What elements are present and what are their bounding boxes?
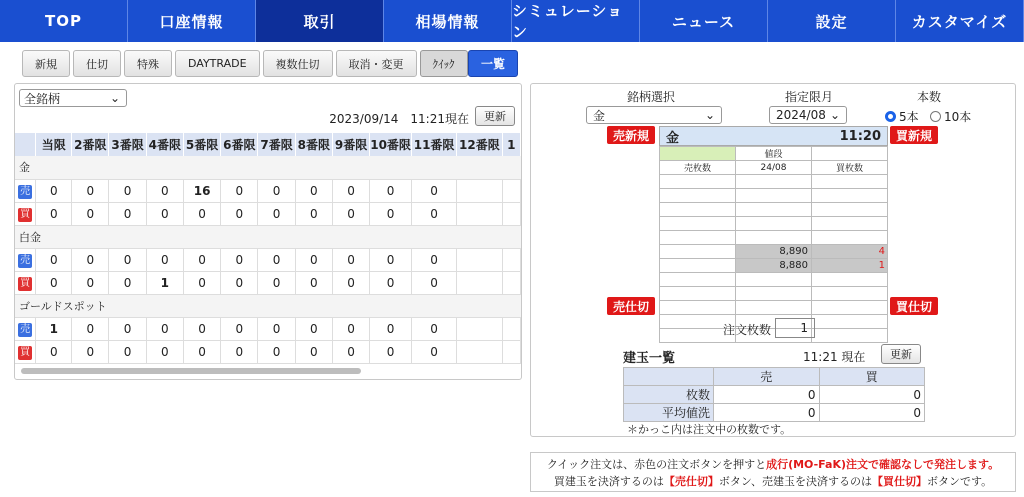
- board-sell-qty[interactable]: [660, 259, 736, 273]
- nav-item[interactable]: カスタマイズ: [896, 0, 1024, 42]
- nav-item[interactable]: シミュレーション: [512, 0, 640, 42]
- grid-cell[interactable]: 0: [411, 340, 456, 363]
- grid-header: 12番限: [457, 133, 502, 156]
- position-timestamp: 11:21 現在: [803, 350, 866, 364]
- board-price: [736, 287, 812, 301]
- symbol-select-value: 金: [593, 108, 606, 123]
- nav-item[interactable]: ニュース: [640, 0, 768, 42]
- grid-cell[interactable]: 0: [72, 179, 109, 202]
- board-buy-qty[interactable]: [812, 217, 888, 231]
- grid-corner: [15, 133, 36, 156]
- grid-header: 当限: [36, 133, 72, 156]
- board-col-month: 24/08: [736, 161, 812, 175]
- horizontal-scrollbar[interactable]: [21, 368, 361, 374]
- order-board: [659, 126, 888, 343]
- grid-group-row: [15, 294, 521, 317]
- radio-unselected-icon: [930, 111, 941, 122]
- grid-cell[interactable]: 0: [146, 179, 183, 202]
- board-sell-qty[interactable]: [660, 231, 736, 245]
- info-text: ボタン、売建玉を決済するのは: [718, 475, 872, 488]
- board-time: 11:20: [839, 128, 881, 144]
- chevron-down-icon: ⌄: [829, 108, 840, 122]
- board-row: [660, 273, 888, 287]
- board-buy-qty[interactable]: [812, 301, 888, 315]
- grid-cell[interactable]: 0: [295, 271, 332, 294]
- board-sell-qty[interactable]: [660, 287, 736, 301]
- grid-cell: [502, 271, 520, 294]
- grid-header: 8番限: [295, 133, 332, 156]
- grid-cell[interactable]: 0: [72, 271, 109, 294]
- nav-item[interactable]: 相場情報: [384, 0, 512, 42]
- grid-cell: [502, 340, 520, 363]
- grid-timestamp: 2023/09/14 11:21現在: [329, 112, 469, 126]
- grid-row: [15, 340, 521, 363]
- info-highlight: 成行(MO-FaK)注文で確認なしで発注します。: [766, 458, 1000, 471]
- sub-tab[interactable]: 取消・変更: [336, 50, 417, 77]
- grid-cell[interactable]: 0: [258, 271, 295, 294]
- pos-row-count: 枚数: [624, 386, 714, 404]
- grid-cell[interactable]: 16: [183, 179, 220, 202]
- sell-new-button[interactable]: 売新規: [607, 126, 655, 144]
- board-sell-qty[interactable]: [660, 273, 736, 287]
- grid-group-name: 金: [15, 156, 521, 179]
- grid-group-row: [15, 225, 521, 248]
- grid-cell[interactable]: 0: [36, 179, 72, 202]
- grid-cell[interactable]: 0: [332, 317, 369, 340]
- board-row: [660, 329, 888, 343]
- grid-cell[interactable]: 0: [221, 179, 258, 202]
- buy-new-button[interactable]: 買新規: [890, 126, 938, 144]
- sell-tag: 売: [20, 323, 31, 335]
- board-col-sell-qty: 売枚数: [660, 161, 736, 175]
- grid-cell: [457, 248, 502, 271]
- sub-tab[interactable]: DAYTRADE: [175, 50, 260, 77]
- grid-side-cell: [15, 248, 36, 271]
- board-row: [660, 231, 888, 245]
- info-text: 買建玉を決済するのは: [553, 475, 664, 488]
- grid-cell[interactable]: 0: [411, 248, 456, 271]
- info-line-1: [531, 456, 1015, 473]
- board-spacer: [812, 147, 888, 161]
- info-highlight: 【売仕切】: [663, 475, 719, 488]
- grid-cell[interactable]: 0: [221, 202, 258, 225]
- board-buy-qty[interactable]: [812, 189, 888, 203]
- board-buy-qty[interactable]: [812, 315, 888, 329]
- buy-tag: 買: [20, 277, 31, 289]
- grid-group-name: ゴールドスポット: [15, 294, 521, 317]
- grid-side-cell: [15, 179, 36, 202]
- order-qty-input[interactable]: 1: [775, 318, 815, 338]
- board-row: [660, 315, 888, 329]
- grid-cell[interactable]: 0: [370, 179, 412, 202]
- grid-cell[interactable]: 0: [109, 179, 146, 202]
- grid-cell[interactable]: 0: [109, 248, 146, 271]
- board-header: [659, 126, 888, 146]
- board-row: [660, 245, 888, 259]
- grid-side-cell: [15, 317, 36, 340]
- grid-cell[interactable]: 0: [146, 340, 183, 363]
- board-table: [659, 146, 888, 343]
- grid-header: 7番限: [258, 133, 295, 156]
- month-select-value: 2024/08: [776, 108, 826, 122]
- symbol-label: 銘柄選択: [627, 90, 676, 104]
- board-sell-qty[interactable]: [660, 301, 736, 315]
- grid-header: 10番限: [370, 133, 412, 156]
- board-price: 8,890: [736, 245, 812, 259]
- grid-cell[interactable]: 0: [109, 202, 146, 225]
- grid-cell[interactable]: 0: [109, 317, 146, 340]
- grid-cell[interactable]: 0: [258, 317, 295, 340]
- grid-cell[interactable]: 0: [370, 202, 412, 225]
- board-buy-qty[interactable]: 1: [812, 259, 888, 273]
- grid-cell[interactable]: 0: [109, 340, 146, 363]
- grid-row: [15, 317, 521, 340]
- board-row: [660, 259, 888, 273]
- info-highlight: 【買仕切】: [872, 475, 927, 488]
- nav-item[interactable]: TOP: [0, 0, 128, 42]
- grid-cell[interactable]: 0: [183, 248, 220, 271]
- list-button[interactable]: 一覧: [468, 50, 518, 77]
- grid-header: 11番限: [411, 133, 456, 156]
- board-sell-qty[interactable]: [660, 217, 736, 231]
- main-nav: [0, 0, 1024, 42]
- position-grid-table: [15, 133, 521, 364]
- pending-note: ＊かっこ内は注文中の枚数です。: [627, 423, 792, 436]
- board-price: [736, 231, 812, 245]
- grid-cell[interactable]: 0: [258, 340, 295, 363]
- grid-cell[interactable]: 0: [221, 248, 258, 271]
- nav-item[interactable]: 取引: [256, 0, 384, 42]
- info-text: クイック注文は、赤色の注文ボタンを押すと: [546, 458, 767, 471]
- board-buy-qty[interactable]: [812, 273, 888, 287]
- grid-header: 4番限: [146, 133, 183, 156]
- board-price: [736, 301, 812, 315]
- grid-cell[interactable]: 0: [295, 202, 332, 225]
- grid-row: [15, 179, 521, 202]
- grid-side-cell: [15, 202, 36, 225]
- board-buy-qty[interactable]: 4: [812, 245, 888, 259]
- grid-row: [15, 202, 521, 225]
- grid-cell[interactable]: 0: [183, 271, 220, 294]
- grid-cell[interactable]: 0: [411, 202, 456, 225]
- position-grid: [15, 133, 521, 369]
- grid-group-row: [15, 156, 521, 179]
- board-buy-qty[interactable]: [812, 203, 888, 217]
- radio-10[interactable]: [930, 108, 971, 125]
- grid-cell[interactable]: 0: [183, 340, 220, 363]
- grid-cell[interactable]: 0: [295, 317, 332, 340]
- board-spacer: [660, 147, 736, 161]
- board-buy-qty[interactable]: [812, 231, 888, 245]
- grid-cell: [502, 179, 520, 202]
- grid-cell[interactable]: 0: [332, 248, 369, 271]
- grid-cell: [502, 202, 520, 225]
- grid-cell[interactable]: 0: [332, 271, 369, 294]
- grid-group-name: 白金: [15, 225, 521, 248]
- board-price: [736, 273, 812, 287]
- pos-count-buy: 0: [819, 386, 925, 404]
- grid-cell[interactable]: 0: [72, 202, 109, 225]
- board-row: [660, 189, 888, 203]
- board-row: [660, 217, 888, 231]
- grid-header: 2番限: [72, 133, 109, 156]
- grid-cell[interactable]: 0: [72, 340, 109, 363]
- grid-cell[interactable]: 0: [411, 317, 456, 340]
- grid-row: [15, 271, 521, 294]
- grid-cell[interactable]: 0: [36, 248, 72, 271]
- board-price: [736, 175, 812, 189]
- board-row: [660, 301, 888, 315]
- grid-cell[interactable]: 0: [370, 317, 412, 340]
- grid-cell[interactable]: 0: [370, 271, 412, 294]
- nav-item[interactable]: 口座情報: [128, 0, 256, 42]
- month-select[interactable]: [769, 106, 847, 124]
- sub-tab[interactable]: 特殊: [124, 50, 172, 77]
- grid-header: 5番限: [183, 133, 220, 156]
- grid-cell[interactable]: 1: [36, 317, 72, 340]
- grid-cell[interactable]: 0: [72, 317, 109, 340]
- position-list-title: 建玉一覧: [623, 351, 676, 366]
- buy-close-button[interactable]: 買仕切: [890, 297, 938, 315]
- radio-5-label: 5本: [899, 110, 919, 124]
- board-row: [660, 175, 888, 189]
- buy-tag: 買: [20, 208, 31, 220]
- info-line-2: [531, 473, 1015, 490]
- sub-tab[interactable]: 複数仕切: [263, 50, 333, 77]
- grid-cell[interactable]: 0: [332, 179, 369, 202]
- info-text: ボタンです。: [927, 475, 993, 488]
- count-label: 本数: [917, 90, 942, 104]
- board-price: [736, 189, 812, 203]
- grid-cell[interactable]: 0: [146, 202, 183, 225]
- grid-header: 3番限: [109, 133, 146, 156]
- sell-tag: 売: [20, 254, 31, 266]
- grid-cell[interactable]: 0: [332, 340, 369, 363]
- grid-cell: [457, 179, 502, 202]
- grid-cell: [457, 317, 502, 340]
- grid-cell[interactable]: 0: [221, 317, 258, 340]
- sub-tab[interactable]: ｸｲｯｸ: [420, 50, 468, 77]
- board-sell-qty[interactable]: [660, 245, 736, 259]
- grid-header: 9番限: [332, 133, 369, 156]
- order-qty-label: 注文枚数: [723, 323, 772, 337]
- radio-10-label: 10本: [944, 110, 972, 124]
- grid-cell: [502, 317, 520, 340]
- sell-tag: 売: [20, 185, 31, 197]
- pos-corner: [624, 368, 714, 386]
- symbol-select[interactable]: [586, 106, 722, 124]
- grid-cell[interactable]: 0: [221, 340, 258, 363]
- symbol-filter-value: 全銘柄: [24, 91, 61, 106]
- pos-col-sell: 売: [714, 368, 820, 386]
- grid-cell[interactable]: 0: [295, 340, 332, 363]
- quick-order-panel: [530, 83, 1016, 437]
- grid-cell[interactable]: 0: [36, 202, 72, 225]
- board-row: [660, 203, 888, 217]
- board-col-price: 値段: [736, 147, 812, 161]
- pos-row-avg: 平均値洗: [624, 404, 714, 422]
- board-price: [736, 217, 812, 231]
- nav-item[interactable]: 設定: [768, 0, 896, 42]
- info-box: [530, 452, 1016, 492]
- grid-cell[interactable]: 0: [258, 248, 295, 271]
- board-symbol: 金: [666, 130, 680, 146]
- board-sell-qty[interactable]: [660, 189, 736, 203]
- position-summary-table: [623, 367, 925, 422]
- grid-cell[interactable]: 0: [411, 271, 456, 294]
- grid-cell: [457, 271, 502, 294]
- board-price: 8,880: [736, 259, 812, 273]
- grid-header: 6番限: [221, 133, 258, 156]
- board-sell-qty[interactable]: [660, 203, 736, 217]
- grid-cell[interactable]: 0: [370, 340, 412, 363]
- sub-tabs: [22, 50, 468, 77]
- chevron-down-icon: ⌄: [109, 91, 120, 105]
- board-buy-qty[interactable]: [812, 287, 888, 301]
- board-buy-qty[interactable]: [812, 175, 888, 189]
- grid-side-cell: [15, 340, 36, 363]
- pos-avg-sell: 0: [714, 404, 820, 422]
- radio-5[interactable]: [885, 108, 919, 125]
- symbol-filter-select[interactable]: [19, 89, 127, 107]
- chevron-down-icon: ⌄: [704, 108, 715, 122]
- grid-cell[interactable]: 0: [258, 202, 295, 225]
- sub-tab[interactable]: 新規: [22, 50, 70, 77]
- grid-cell: [457, 340, 502, 363]
- position-grid-panel: [14, 83, 522, 380]
- grid-cell[interactable]: 0: [183, 317, 220, 340]
- grid-cell[interactable]: 0: [72, 248, 109, 271]
- sub-tab[interactable]: 仕切: [73, 50, 121, 77]
- grid-cell[interactable]: 0: [295, 179, 332, 202]
- grid-row: [15, 248, 521, 271]
- radio-selected-icon: [885, 111, 896, 122]
- board-col-buy-qty: 買枚数: [812, 161, 888, 175]
- board-price: [736, 203, 812, 217]
- month-label: 指定限月: [785, 90, 834, 104]
- grid-side-cell: [15, 271, 36, 294]
- grid-cell[interactable]: 0: [183, 202, 220, 225]
- grid-cell[interactable]: 0: [411, 179, 456, 202]
- grid-cell[interactable]: 0: [332, 202, 369, 225]
- grid-cell[interactable]: 0: [370, 248, 412, 271]
- grid-cell[interactable]: 0: [146, 317, 183, 340]
- grid-cell[interactable]: 0: [109, 271, 146, 294]
- board-row: [660, 287, 888, 301]
- position-update-button[interactable]: 更新: [881, 344, 921, 364]
- board-sell-qty[interactable]: [660, 175, 736, 189]
- grid-cell: [502, 248, 520, 271]
- grid-header: 1: [502, 133, 520, 156]
- pos-avg-buy: 0: [819, 404, 925, 422]
- grid-cell[interactable]: 0: [36, 271, 72, 294]
- pos-count-sell: 0: [714, 386, 820, 404]
- pos-col-buy: 買: [819, 368, 925, 386]
- grid-cell[interactable]: 0: [258, 179, 295, 202]
- grid-cell[interactable]: 0: [295, 248, 332, 271]
- buy-tag: 買: [20, 346, 31, 358]
- grid-cell: [457, 202, 502, 225]
- board-buy-qty[interactable]: [812, 329, 888, 343]
- grid-update-button[interactable]: 更新: [475, 106, 515, 126]
- grid-cell[interactable]: 0: [36, 340, 72, 363]
- grid-cell[interactable]: 1: [146, 271, 183, 294]
- grid-cell[interactable]: 0: [146, 248, 183, 271]
- sell-close-button[interactable]: 売仕切: [607, 297, 655, 315]
- grid-cell[interactable]: 0: [221, 271, 258, 294]
